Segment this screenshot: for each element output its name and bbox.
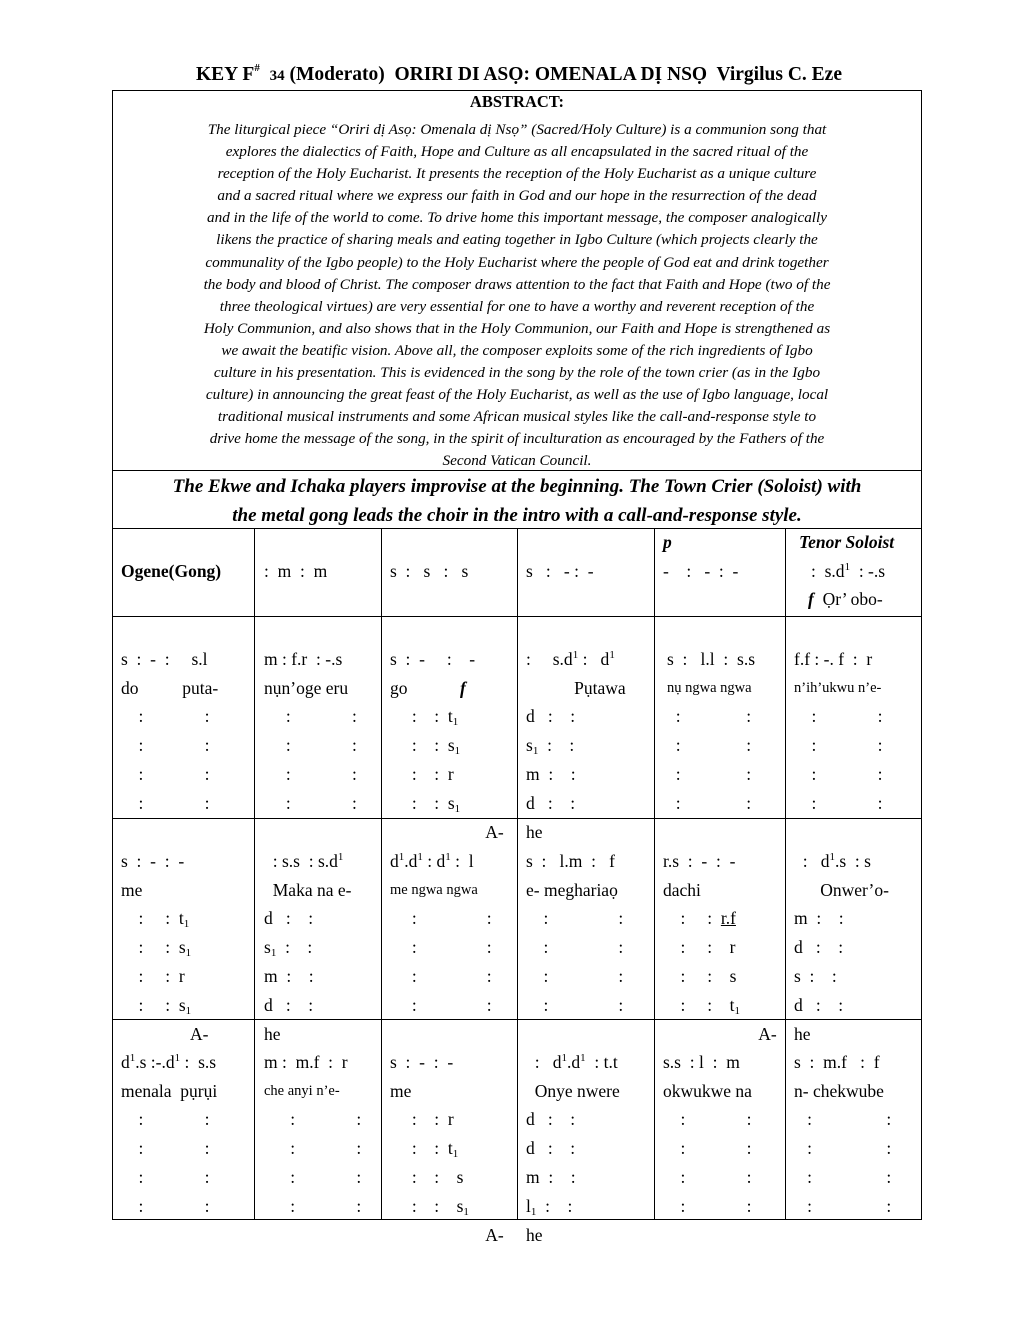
measure-cell: f.f : -. f : r n’ih’ukwu n’e- : : : : : : : : — [794, 648, 883, 813]
measure-cell: : $s.d^1$ : $d^1$ Pụtawa d : : $s_1$ : : m : : d : : he — [526, 648, 626, 842]
measure-cell: $d^1.d^1$ : $d^1$ : l me ngwa ngwa : : : : : : : : — [390, 850, 492, 1015]
abstract-heading: ABSTRACT: — [469, 92, 565, 111]
measure-cell: s : - : - go f : : $t_1$ : : $s_1$ : : r : : $s_1$ A- — [390, 648, 504, 842]
gong-label: Ogene(Gong) — [121, 561, 222, 581]
abstract-line: and a sacred ritual where we express our faith in God and our hope in the resurrection of the dead — [217, 187, 817, 205]
measure-cell: m : m.f : r che anyi n’e- : : : : : : : : — [264, 1051, 362, 1216]
abstract-line: The liturgical piece “Oriri dị Asọ: Omenala dị Nsọ” (Sacred/Holy Culture) is a communion song that — [207, 121, 827, 138]
measure-cell: : s.s : $s.d^1$ Maka na e- d : : $s_1$ : : m : : d : : he — [264, 850, 352, 1044]
measure-cell: $d^1.s$ $:-.d^1$ : s.s menala pụrụi : : : : : : : : — [121, 1051, 218, 1216]
abstract-line: likens the practice of sharing meals and eating together in Igbo Culture (which projects clearly the — [216, 231, 818, 249]
measure-cell: s : - : s.l do puta- : : : : : : : : — [121, 648, 219, 813]
measure-cell: : m : m — [264, 561, 328, 581]
measure-cell: : $d^1.s$ : s Onwer’o- m : : d : : s : : d : : he — [794, 850, 889, 1044]
measure-cell: s : s : s — [390, 561, 469, 581]
column-divider — [381, 528, 382, 1220]
abstract-line: communality of the Igbo people) to the Holy Eucharist where the people of God eat and drink together — [205, 253, 829, 271]
measure-cell: s : - : - — [526, 561, 594, 581]
measure-cell: r.s : - : - dachi : : r.f : : r : : s : : $t_1$ A- — [663, 850, 777, 1044]
composer-name: Virgilus C. Eze — [716, 64, 842, 85]
abstract-line: three theological virtues) are very essential for one to have a worthy and reverent reception of the — [219, 297, 815, 315]
column-divider — [785, 528, 786, 1220]
abstract-line: we await the beatific vision. Above all, the composer exploits some of the rich ingredients of Igbo — [221, 341, 813, 359]
page-title: KEY F# 34 (Moderato) ORIRI DI ASỌ: OMENALA DỊ NSỌ Virgilus C. Eze — [196, 62, 842, 85]
abstract-line: drive home the message of the song, in the spirit of inculturation as encouraged by the Fathers of the — [209, 430, 825, 448]
abstract-line: Second Vatican Council. — [442, 452, 592, 470]
measure-cell: s.s : l : m okwukwe na : : : : : : : : — [663, 1051, 752, 1216]
abstract-line: and in the life of the world to come. To drive home this important message, the composer analogically — [207, 209, 827, 227]
abstract-line: traditional musical instruments and some African musical styles like the call-and-response style to — [217, 408, 817, 426]
measure-cell: : $d^1.d^1$ : t.t Onye nwere d : : d : : m : : $l_1$ : : he — [526, 1051, 620, 1245]
column-divider — [517, 528, 518, 1220]
time-signature: 34 — [269, 68, 285, 84]
divider — [112, 470, 922, 471]
abstract-line: culture in his presentation. This is evidenced in the song by the role of the town crier (as in the Igbo — [213, 364, 821, 382]
abstract-line: explores the dialectics of Faith, Hope and Culture as all encapsulated in the sacred ritual of the — [225, 143, 809, 161]
measure-cell: s : - : - me : : $t_1$ : : $s_1$ : : r : : $s_1$ A- — [121, 850, 209, 1044]
abstract-line: Holy Communion, and also shows that in the Holy Communion, our Faith and Hope is strengthened as — [203, 319, 831, 337]
measure-cell: s : l.l : s.s nụ ngwa ngwa : : : : : : : : — [667, 648, 756, 813]
measure-cell: s : m.f : f n- chekwube : : : : : : : : — [794, 1051, 892, 1216]
soloist-label: Tenor Soloist — [799, 532, 895, 552]
soloist-lyric: f Ọr’ obo- — [808, 589, 883, 609]
column-divider — [254, 528, 255, 1220]
abstract-line: the body and blood of Christ. The composer draws attention to the fact that Faith and Hope (two of the — [203, 275, 831, 293]
measure-cell: m : f.r : -.s nụn’oge eru : : : : : : : : — [264, 648, 357, 813]
soloist-measure: : $s.d^1$ : -.s — [811, 561, 886, 581]
abstract-text — [118, 119, 916, 473]
intro-performance-note: The Ekwe and Ichaka players improvise at the beginning. The Town Crier (Soloist) with the metal gong leads the choir in the intro with a call-and-response style. — [172, 476, 862, 526]
measure-cell: s : - : - me : : r : : $t_1$ : : s : : $s_1$ A- — [390, 1051, 504, 1245]
dynamic-marking-p: p — [663, 532, 672, 552]
abstract-line: reception of the Holy Eucharist. It presents the reception of the Holy Eucharist as a unique culture — [217, 165, 817, 183]
measure-cell: - : - : - — [663, 561, 739, 581]
column-divider — [654, 528, 655, 1220]
abstract-line: culture) in announcing the great feast of the Holy Eucharist, as well as the use of Igbo language, local — [205, 386, 829, 404]
measure-cell: s : l.m : f e- meghariaọ : : : : : : : : — [526, 850, 624, 1015]
